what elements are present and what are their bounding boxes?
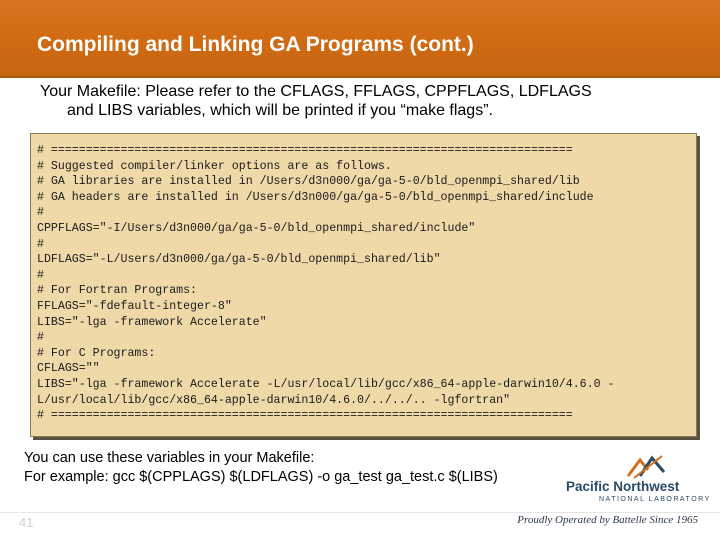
intro-line-1: Your Makefile: Please refer to the CFLAGS, FFLAGS, CPPFLAGS, LDFLAGS [40, 83, 592, 100]
logo-subtitle: NATIONAL LABORATORY [599, 496, 711, 503]
code-line: L/usr/local/lib/gcc/x86_64-apple-darwin10/4.6.0/../../.. -lgfortran" [37, 393, 511, 407]
pnnl-logo [566, 452, 711, 506]
code-line: # [37, 206, 44, 220]
title-bar-divider [0, 76, 720, 78]
code-line: # GA libraries are installed in /Users/d3n000/ga/ga-5-0/bld_openmpi_shared/lib [37, 175, 580, 189]
code-text [31, 134, 696, 424]
code-line: # [37, 331, 44, 345]
code-line: FFLAGS="-fdefault-integer-8" [37, 299, 232, 313]
outro-line-2: For example: gcc $(CPPLAGS) $(LDFLAGS) -o ga_test ga_test.c $(LIBS) [24, 469, 498, 485]
outro-line-1: You can use these variables in your Makefile: [24, 450, 315, 466]
code-line: # =========================================================================== [37, 144, 573, 157]
slide-title: Compiling and Linking GA Programs (cont.) [37, 33, 474, 56]
code-line: # =========================================================================== [37, 409, 573, 423]
code-line: # For C Programs: [37, 346, 156, 360]
intro-text [40, 82, 680, 120]
code-line: LIBS="-lga -framework Accelerate" [37, 315, 267, 329]
code-line: # [37, 268, 44, 282]
code-line: # For Fortran Programs: [37, 284, 198, 298]
code-line: CFLAGS="" [37, 362, 100, 376]
code-line: # GA headers are installed in /Users/d3n000/ga/ga-5-0/bld_openmpi_shared/include [37, 190, 594, 204]
logo-name: Pacific Northwest [566, 479, 680, 494]
code-line: # Suggested compiler/linker options are as follows. [37, 159, 392, 173]
code-line: # [37, 237, 44, 251]
intro-line-2: and LIBS variables, which will be printed if you “make flags”. [67, 102, 493, 119]
footer-tagline: Proudly Operated by Battelle Since 1965 [517, 514, 698, 526]
code-line: LDFLAGS="-L/Users/d3n000/ga/ga-5-0/bld_openmpi_shared/lib" [37, 253, 441, 267]
code-block [30, 133, 697, 437]
outro-text [24, 449, 498, 487]
code-line: LIBS="-lga -framework Accelerate -L/usr/local/lib/gcc/x86_64-apple-darwin10/4.6.0 - [37, 377, 615, 391]
footer-divider [0, 512, 720, 513]
page-number: 41 [19, 515, 34, 530]
code-line: CPPFLAGS="-I/Users/d3n000/ga/ga-5-0/bld_openmpi_shared/include" [37, 221, 476, 235]
logo-mark-icon [626, 452, 666, 480]
